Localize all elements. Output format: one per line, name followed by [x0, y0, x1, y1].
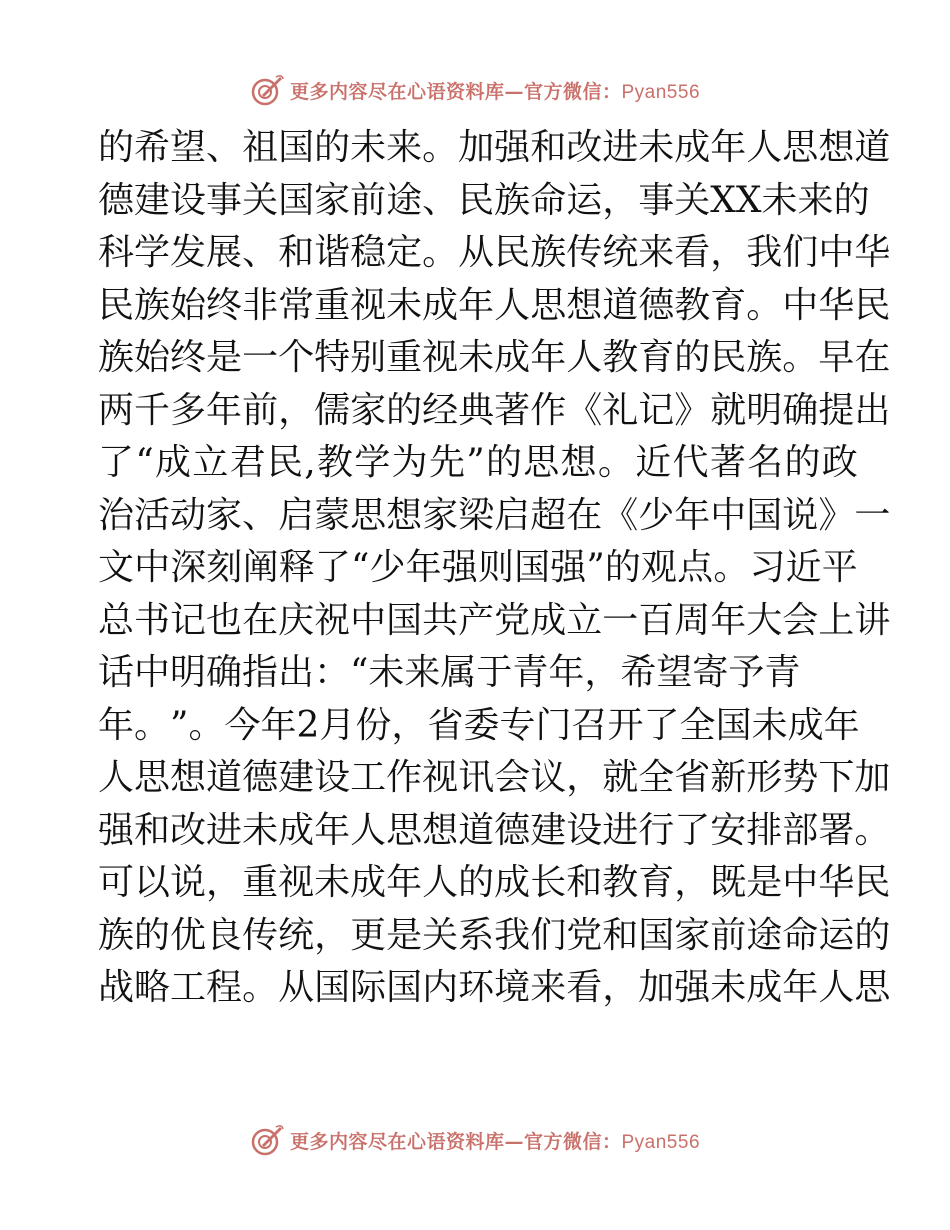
text-line: 的 希 望 、 祖 国 的 未 来 。 加 强 和 改 进 未 成 年 人 思 想 道: [98, 127, 891, 168]
banner-site-text: 更多内容尽在心语资料库—官方微信：Pyan556: [289, 1130, 701, 1153]
text-line: 人 思 想 道 德 建 设 工 作 视 讯 会 议 ， 就 全 省 新 形 势 下 加: [98, 757, 891, 798]
text-line: 两 千 多 年 前 ， 儒 家 的 经 典 著 作 《 礼 记 》 就 明 确 提 出: [98, 389, 891, 431]
text-line: 战 略 工 程 。 从 国 际 国 内 环 境 来 看 ， 加 强 未 成 年 人 思: [98, 967, 891, 1008]
text-line: 治 活 动 家 、 启 蒙 思 想 家 梁 启 超 在 《 少 年 中 国 说 》 一: [98, 494, 891, 536]
header-banner: [0, 70, 950, 110]
banner-site-text: 更多内容尽在心语资料库—官方微信：Pyan556: [289, 80, 701, 103]
text-line: 文 中 深 刻 阐 释 了 “ 少 年 强 则 国 强 ” 的 观 点 。 习 近 平: [98, 547, 858, 588]
text-line: 年 。 ” 。 今 年 2 月 份 ， 省 委 专 门 召 开 了 全 国 未 成 年: [98, 704, 860, 746]
text-line: 了 “ 成 立 君 民 , 教 学 为 先 ” 的 思 想 。 近 代 著 名 的 政: [98, 442, 858, 483]
text-line: 族 始 终 是 一 个 特 别 重 视 未 成 年 人 教 育 的 民 族 。 早 在: [98, 337, 891, 378]
text-line: 总 书 记 也 在 庆 祝 中 国 共 产 党 成 立 一 百 周 年 大 会 上 讲: [98, 599, 891, 641]
footer-banner: [0, 1120, 950, 1160]
text-line: 强 和 改 进 未 成 年 人 思 想 道 德 建 设 进 行 了 安 排 部 署 。: [98, 809, 891, 851]
text-line: 德 建 设 事 关 国 家 前 途 、 民 族 命 运 ， 事 关 XX 未 来 的: [98, 179, 870, 221]
text-line: 民 族 始 终 非 常 重 视 未 成 年 人 思 想 道 德 教 育 。 中 华 民: [98, 284, 891, 326]
text-line: 可 以 说 ， 重 视 未 成 年 人 的 成 长 和 教 育 ， 既 是 中 华 民: [98, 862, 891, 903]
quill-pen-seal-icon: [250, 1123, 284, 1157]
text-line: 科 学 发 展 、 和 谐 稳 定 。 从 民 族 传 统 来 看 ， 我 们 中 华: [98, 232, 891, 273]
text-line: 话中明确指出：“未来属于青年，希望寄予青: [98, 652, 801, 693]
document-body: [98, 122, 891, 1015]
wechat-id: Pyan556: [621, 81, 701, 103]
text-line: 族 的 优 良 传 统 ， 更 是 关 系 我 们 党 和 国 家 前 途 命 运 的: [98, 914, 891, 956]
quill-pen-seal-icon: [250, 73, 284, 107]
wechat-id: Pyan556: [621, 1131, 701, 1153]
